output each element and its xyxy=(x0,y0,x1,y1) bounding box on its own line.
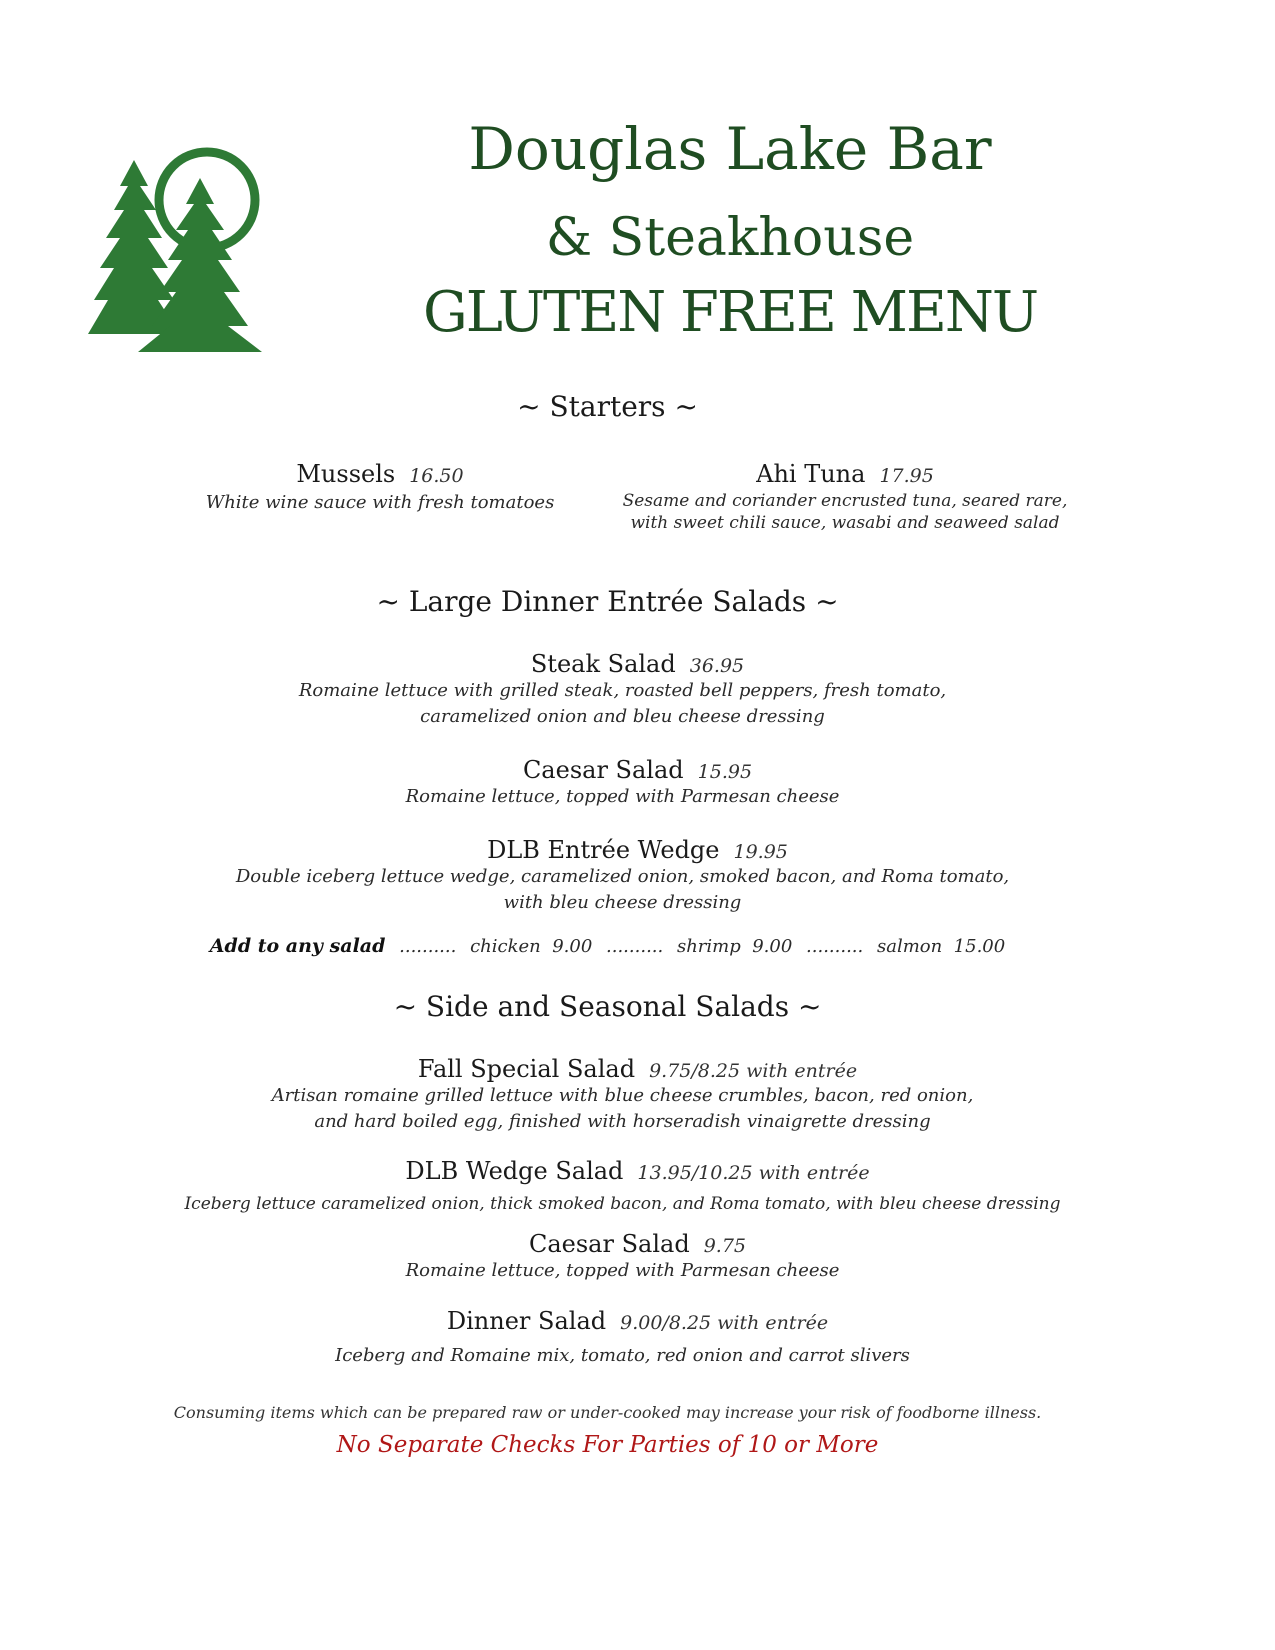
addon-price: 9.00 xyxy=(552,936,593,957)
item-name: Steak Salad xyxy=(530,650,676,678)
addon-dots: .......... xyxy=(606,936,664,957)
restaurant-subtitle: & Steakhouse xyxy=(545,208,915,268)
item-price: 36.95 xyxy=(689,655,745,677)
menu-item-mussels xyxy=(170,460,590,516)
item-description: Romaine lettuce with grilled steak, roasted bell peppers, fresh tomato, xyxy=(298,680,947,701)
item-name: Ahi Tuna xyxy=(756,460,866,488)
addon-price: 15.00 xyxy=(953,936,1006,957)
item-description: Iceberg lettuce caramelized onion, thick smoked bacon, and Roma tomato, with bleu cheese dressing xyxy=(184,1194,1061,1214)
item-description: White wine sauce with fresh tomatoes xyxy=(205,492,555,513)
addon-name: chicken xyxy=(470,936,541,957)
logo xyxy=(82,138,267,356)
menu-title: GLUTEN FREE MENU xyxy=(422,280,1038,345)
addon-price: 9.00 xyxy=(752,936,793,957)
item-description: Iceberg and Romaine mix, tomato, red onion and carrot slivers xyxy=(335,1345,910,1366)
item-price: 13.95/10.25 with entrée xyxy=(637,1162,870,1184)
item-name: Mussels xyxy=(296,460,396,488)
item-price: 9.75 xyxy=(703,1235,746,1257)
pine-trees-moon-logo-icon xyxy=(82,138,267,356)
menu-item-steak-salad xyxy=(0,650,1275,730)
food-safety-disclaimer: Consuming items which can be prepared raw or under-cooked may increase your risk of foodborne illness. xyxy=(173,1403,1042,1422)
addon-name: shrimp xyxy=(676,936,741,957)
addon-name: salmon xyxy=(876,936,943,957)
item-price: 17.95 xyxy=(879,465,934,487)
menu-item-caesar-salad-side xyxy=(0,1230,1275,1284)
item-description: and hard boiled egg, finished with horseradish vinaigrette dressing xyxy=(314,1111,931,1132)
item-name: Caesar Salad xyxy=(528,1230,690,1258)
item-price: 19.95 xyxy=(733,841,788,863)
menu-item-ahi-tuna xyxy=(600,460,1090,534)
restaurant-name: Douglas Lake Bar xyxy=(468,115,992,183)
section-heading-large-salads: ~ Large Dinner Entrée Salads ~ xyxy=(376,585,839,618)
menu-item-caesar-salad-large xyxy=(0,756,1275,810)
item-description: Romaine lettuce, topped with Parmesan cheese xyxy=(405,1260,840,1281)
item-description: Sesame and coriander encrusted tuna, seared rare, xyxy=(622,491,1068,511)
separate-checks-policy: No Separate Checks For Parties of 10 or More xyxy=(336,1432,879,1458)
addon-lead: Add to any salad xyxy=(209,935,386,957)
section-heading-side-salads: ~ Side and Seasonal Salads ~ xyxy=(393,990,822,1023)
item-description: Double iceberg lettuce wedge, caramelized onion, smoked bacon, and Roma tomato, xyxy=(235,866,1010,887)
item-name: Fall Special Salad xyxy=(417,1055,636,1083)
item-price: 16.50 xyxy=(409,465,464,487)
item-description: Artisan romaine grilled lettuce with blue cheese crumbles, bacon, red onion, xyxy=(271,1085,974,1106)
menu-item-dlb-wedge-salad xyxy=(0,1157,1275,1217)
item-description: with sweet chili sauce, wasabi and seaweed salad xyxy=(630,513,1060,533)
item-price: 9.00/8.25 with entrée xyxy=(620,1312,829,1334)
item-name: DLB Entrée Wedge xyxy=(487,836,720,864)
item-description: with bleu cheese dressing xyxy=(503,892,742,913)
item-description: Romaine lettuce, topped with Parmesan cheese xyxy=(405,786,840,807)
item-name: DLB Wedge Salad xyxy=(405,1157,624,1185)
menu-item-fall-special-salad xyxy=(0,1055,1275,1135)
addon-dots: .......... xyxy=(806,936,864,957)
addon-dots: .......... xyxy=(399,936,457,957)
item-price: 15.95 xyxy=(697,761,753,783)
item-description: caramelized onion and bleu cheese dressing xyxy=(420,706,825,727)
item-name: Caesar Salad xyxy=(522,756,684,784)
section-heading-starters: ~ Starters ~ xyxy=(517,390,698,423)
menu-item-dlb-entree-wedge xyxy=(0,836,1275,916)
item-name: Dinner Salad xyxy=(446,1307,607,1335)
item-price: 9.75/8.25 with entrée xyxy=(649,1060,858,1082)
salad-addons xyxy=(0,935,1245,957)
menu-item-dinner-salad xyxy=(0,1307,1275,1369)
